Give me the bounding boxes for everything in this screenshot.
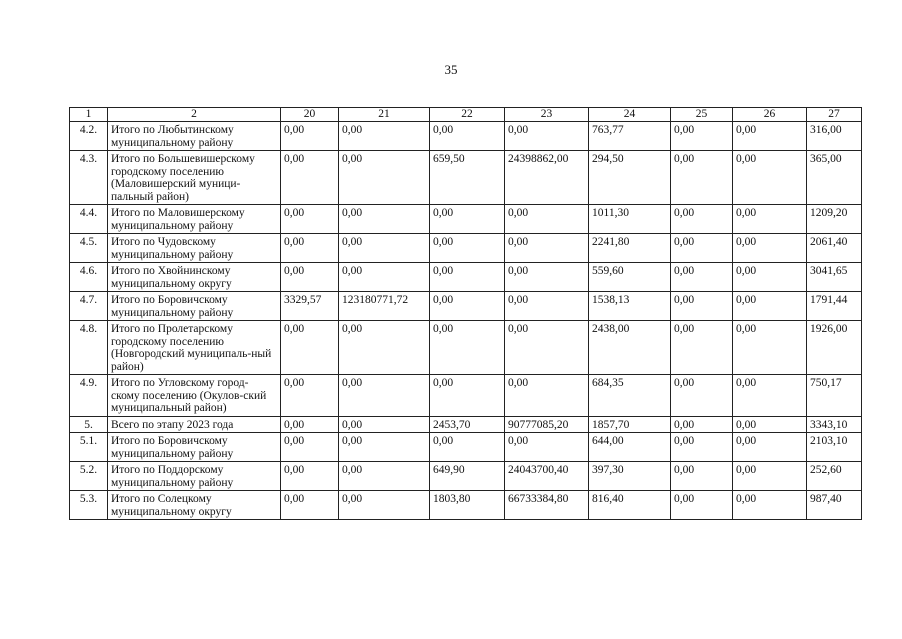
value-cell-col-23: 24043700,40	[505, 462, 589, 491]
value-cell-col-20: 0,00	[281, 416, 339, 433]
value-cell-col-24: 816,40	[589, 491, 671, 520]
row-name: Итого по Чудовскому муниципальному району	[108, 234, 281, 263]
value-cell-col-24: 294,50	[589, 151, 671, 205]
value-cell-col-21: 0,00	[339, 234, 430, 263]
value-cell-col-24: 1538,13	[589, 292, 671, 321]
value-cell-col-23: 90777085,20	[505, 416, 589, 433]
value-cell-col-26: 0,00	[733, 292, 807, 321]
row-number: 4.8.	[70, 321, 108, 375]
row-number: 5.2.	[70, 462, 108, 491]
table-row	[70, 462, 862, 491]
column-header-21: 21	[339, 108, 430, 122]
value-cell-col-22: 0,00	[430, 321, 505, 375]
row-number: 4.2.	[70, 122, 108, 151]
header-row	[70, 108, 862, 122]
table-row	[70, 205, 862, 234]
value-cell-col-21: 0,00	[339, 462, 430, 491]
value-cell-col-20: 3329,57	[281, 292, 339, 321]
value-cell-col-26: 0,00	[733, 151, 807, 205]
value-cell-col-24: 2438,00	[589, 321, 671, 375]
value-cell-col-21: 0,00	[339, 321, 430, 375]
value-cell-col-27: 2103,10	[807, 433, 862, 462]
row-name: Итого по Маловишерскому муниципальному району	[108, 205, 281, 234]
row-name: Всего по этапу 2023 года	[108, 416, 281, 433]
row-number: 4.5.	[70, 234, 108, 263]
row-number: 4.7.	[70, 292, 108, 321]
value-cell-col-26: 0,00	[733, 491, 807, 520]
value-cell-col-25: 0,00	[671, 151, 733, 205]
value-cell-col-20: 0,00	[281, 263, 339, 292]
value-cell-col-24: 763,77	[589, 122, 671, 151]
value-cell-col-23: 0,00	[505, 321, 589, 375]
value-cell-col-26: 0,00	[733, 263, 807, 292]
value-cell-col-22: 0,00	[430, 433, 505, 462]
value-cell-col-20: 0,00	[281, 122, 339, 151]
table-row	[70, 491, 862, 520]
value-cell-col-26: 0,00	[733, 433, 807, 462]
value-cell-col-21: 0,00	[339, 416, 430, 433]
value-cell-col-22: 0,00	[430, 122, 505, 151]
value-cell-col-26: 0,00	[733, 375, 807, 417]
table-body	[70, 122, 862, 520]
row-number: 5.3.	[70, 491, 108, 520]
row-name: Итого по Боровичскому муниципальному району	[108, 433, 281, 462]
table-row	[70, 263, 862, 292]
value-cell-col-23: 0,00	[505, 263, 589, 292]
column-header-25: 25	[671, 108, 733, 122]
value-cell-col-21: 123180771,72	[339, 292, 430, 321]
value-cell-col-23: 0,00	[505, 122, 589, 151]
value-cell-col-22: 0,00	[430, 263, 505, 292]
page-number: 35	[444, 62, 458, 77]
value-cell-col-24: 2241,80	[589, 234, 671, 263]
column-header-27: 27	[807, 108, 862, 122]
value-cell-col-23: 0,00	[505, 292, 589, 321]
value-cell-col-26: 0,00	[733, 122, 807, 151]
value-cell-col-26: 0,00	[733, 234, 807, 263]
value-cell-col-27: 1209,20	[807, 205, 862, 234]
value-cell-col-24: 1857,70	[589, 416, 671, 433]
row-number: 4.9.	[70, 375, 108, 417]
value-cell-col-22: 0,00	[430, 205, 505, 234]
column-header-20: 20	[281, 108, 339, 122]
value-cell-col-21: 0,00	[339, 375, 430, 417]
value-cell-col-22: 1803,80	[430, 491, 505, 520]
value-cell-col-24: 644,00	[589, 433, 671, 462]
table-row	[70, 234, 862, 263]
value-cell-col-21: 0,00	[339, 205, 430, 234]
value-cell-col-27: 2061,40	[807, 234, 862, 263]
row-name: Итого по Пролетарскому городскому поселению (Новгородский муниципаль-ный район)	[108, 321, 281, 375]
row-number: 4.3.	[70, 151, 108, 205]
value-cell-col-25: 0,00	[671, 292, 733, 321]
value-cell-col-20: 0,00	[281, 234, 339, 263]
value-cell-col-22: 2453,70	[430, 416, 505, 433]
column-header-22: 22	[430, 108, 505, 122]
table-row	[70, 416, 862, 433]
value-cell-col-27: 1926,00	[807, 321, 862, 375]
value-cell-col-23: 0,00	[505, 375, 589, 417]
value-cell-col-21: 0,00	[339, 433, 430, 462]
value-cell-col-21: 0,00	[339, 151, 430, 205]
table-header	[70, 108, 862, 122]
value-cell-col-23: 0,00	[505, 205, 589, 234]
value-cell-col-25: 0,00	[671, 263, 733, 292]
row-name: Итого по Поддорскому муниципальному району	[108, 462, 281, 491]
value-cell-col-21: 0,00	[339, 263, 430, 292]
row-name: Итого по Солецкому муниципальному округу	[108, 491, 281, 520]
row-number: 4.6.	[70, 263, 108, 292]
row-name: Итого по Хвойнинскому муниципальному округу	[108, 263, 281, 292]
row-name: Итого по Любытинскому муниципальному району	[108, 122, 281, 151]
value-cell-col-22: 0,00	[430, 234, 505, 263]
value-cell-col-21: 0,00	[339, 491, 430, 520]
value-cell-col-26: 0,00	[733, 321, 807, 375]
data-table	[69, 107, 862, 520]
value-cell-col-22: 0,00	[430, 292, 505, 321]
value-cell-col-26: 0,00	[733, 416, 807, 433]
column-header-1: 1	[70, 108, 108, 122]
value-cell-col-25: 0,00	[671, 205, 733, 234]
value-cell-col-20: 0,00	[281, 462, 339, 491]
value-cell-col-25: 0,00	[671, 321, 733, 375]
value-cell-col-27: 3041,65	[807, 263, 862, 292]
value-cell-col-23: 24398862,00	[505, 151, 589, 205]
value-cell-col-25: 0,00	[671, 416, 733, 433]
value-cell-col-22: 649,90	[430, 462, 505, 491]
value-cell-col-25: 0,00	[671, 491, 733, 520]
value-cell-col-25: 0,00	[671, 234, 733, 263]
value-cell-col-22: 659,50	[430, 151, 505, 205]
value-cell-col-25: 0,00	[671, 462, 733, 491]
value-cell-col-23: 66733384,80	[505, 491, 589, 520]
table-row	[70, 122, 862, 151]
value-cell-col-24: 684,35	[589, 375, 671, 417]
table-row	[70, 292, 862, 321]
column-header-24: 24	[589, 108, 671, 122]
column-header-23: 23	[505, 108, 589, 122]
value-cell-col-22: 0,00	[430, 375, 505, 417]
value-cell-col-24: 559,60	[589, 263, 671, 292]
value-cell-col-20: 0,00	[281, 321, 339, 375]
value-cell-col-25: 0,00	[671, 433, 733, 462]
table-row	[70, 375, 862, 417]
value-cell-col-23: 0,00	[505, 234, 589, 263]
value-cell-col-27: 316,00	[807, 122, 862, 151]
column-header-26: 26	[733, 108, 807, 122]
value-cell-col-27: 252,60	[807, 462, 862, 491]
row-number: 5.1.	[70, 433, 108, 462]
value-cell-col-20: 0,00	[281, 433, 339, 462]
value-cell-col-20: 0,00	[281, 491, 339, 520]
row-number: 5.	[70, 416, 108, 433]
row-name: Итого по Угловскому город-скому поселению (Окулов-ский муниципальный район)	[108, 375, 281, 417]
row-name: Итого по Боровичскому муниципальному району	[108, 292, 281, 321]
value-cell-col-20: 0,00	[281, 205, 339, 234]
row-number: 4.4.	[70, 205, 108, 234]
value-cell-col-24: 397,30	[589, 462, 671, 491]
value-cell-col-25: 0,00	[671, 375, 733, 417]
value-cell-col-26: 0,00	[733, 462, 807, 491]
value-cell-col-20: 0,00	[281, 151, 339, 205]
value-cell-col-21: 0,00	[339, 122, 430, 151]
value-cell-col-27: 365,00	[807, 151, 862, 205]
value-cell-col-20: 0,00	[281, 375, 339, 417]
value-cell-col-27: 3343,10	[807, 416, 862, 433]
value-cell-col-25: 0,00	[671, 122, 733, 151]
row-name: Итого по Большевишерскому городскому поселению (Маловишерский муници-пальный район)	[108, 151, 281, 205]
table-row	[70, 151, 862, 205]
table-row	[70, 321, 862, 375]
column-header-2: 2	[108, 108, 281, 122]
value-cell-col-27: 1791,44	[807, 292, 862, 321]
table-row	[70, 433, 862, 462]
value-cell-col-26: 0,00	[733, 205, 807, 234]
value-cell-col-24: 1011,30	[589, 205, 671, 234]
value-cell-col-27: 987,40	[807, 491, 862, 520]
value-cell-col-23: 0,00	[505, 433, 589, 462]
value-cell-col-27: 750,17	[807, 375, 862, 417]
